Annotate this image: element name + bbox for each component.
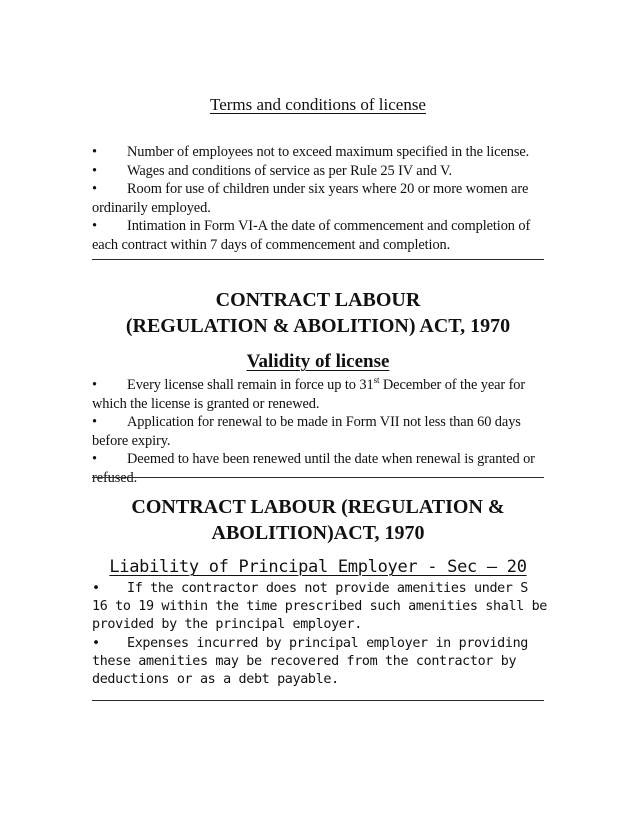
section2-subheading: Validity of license xyxy=(246,351,390,372)
bullet-icon: • xyxy=(92,414,97,430)
list-item xyxy=(92,217,547,254)
bullet-text-part: December of the year for which the license is granted or renewed. xyxy=(92,377,526,412)
section2-bullet-list xyxy=(92,376,547,487)
section2-heading-line2: (REGULATION & ABOLITION) ACT, 1970 xyxy=(125,315,511,337)
bullet-text: Intimation in Form VI-A the date of commencement and completion of each contract within 7 days of commencement and completion. xyxy=(92,218,531,253)
bullet-text: Number of employees not to exceed maximum specified in the license. xyxy=(127,144,530,160)
bullet-text: Wages and conditions of service as per Rule 25 IV and V. xyxy=(127,162,452,179)
bullet-text: Deemed to have been renewed until the date when renewal is granted or refused. xyxy=(92,451,535,486)
section3-subheading: Liability of Principal Employer - Sec – 20 xyxy=(109,557,527,577)
bullet-text: If the contractor does not provide amenities under S 16 to 19 within the time prescribed such amenities shall be provided by the principal employer. xyxy=(92,581,547,633)
ordinal-suffix: st xyxy=(373,375,380,386)
section3-heading-line1: CONTRACT LABOUR (REGULATION & xyxy=(131,496,505,518)
list-item xyxy=(92,450,547,487)
section-divider xyxy=(92,477,544,478)
bullet-icon: • xyxy=(92,162,97,179)
section-divider xyxy=(92,700,544,701)
bullet-icon: • xyxy=(92,635,100,651)
list-item xyxy=(92,635,547,690)
list-item xyxy=(92,376,547,413)
bullet-text: Expenses incurred by principal employer in providing these amenities may be recovered from the contractor by deductions or as a debt payable. xyxy=(92,635,529,688)
list-item xyxy=(92,143,547,162)
bullet-icon: • xyxy=(92,218,97,234)
section2-heading-line1: CONTRACT LABOUR xyxy=(215,289,421,311)
list-item xyxy=(92,162,547,181)
bullet-text: Application for renewal to be made in Form VII not less than 60 days before expiry. xyxy=(92,414,521,449)
bullet-icon: • xyxy=(92,377,97,393)
bullet-icon: • xyxy=(92,581,100,596)
list-item xyxy=(92,413,547,450)
section3-heading-line2: ABOLITION)ACT, 1970 xyxy=(211,522,425,544)
list-item xyxy=(92,580,547,635)
bullet-icon: • xyxy=(92,451,97,467)
section1-title: Terms and conditions of license xyxy=(210,95,426,114)
bullet-text: Room for use of children under six years where 20 or more women are ordinarily employed. xyxy=(92,181,529,216)
list-item xyxy=(92,180,547,217)
bullet-text-part: Every license shall remain in force up to 31 xyxy=(127,377,374,393)
bullet-icon: • xyxy=(92,181,97,197)
section3-bullet-list xyxy=(92,580,547,689)
bullet-text xyxy=(92,377,525,412)
section-divider xyxy=(92,259,544,260)
section1-bullet-list xyxy=(92,143,547,254)
bullet-icon: • xyxy=(92,144,97,160)
